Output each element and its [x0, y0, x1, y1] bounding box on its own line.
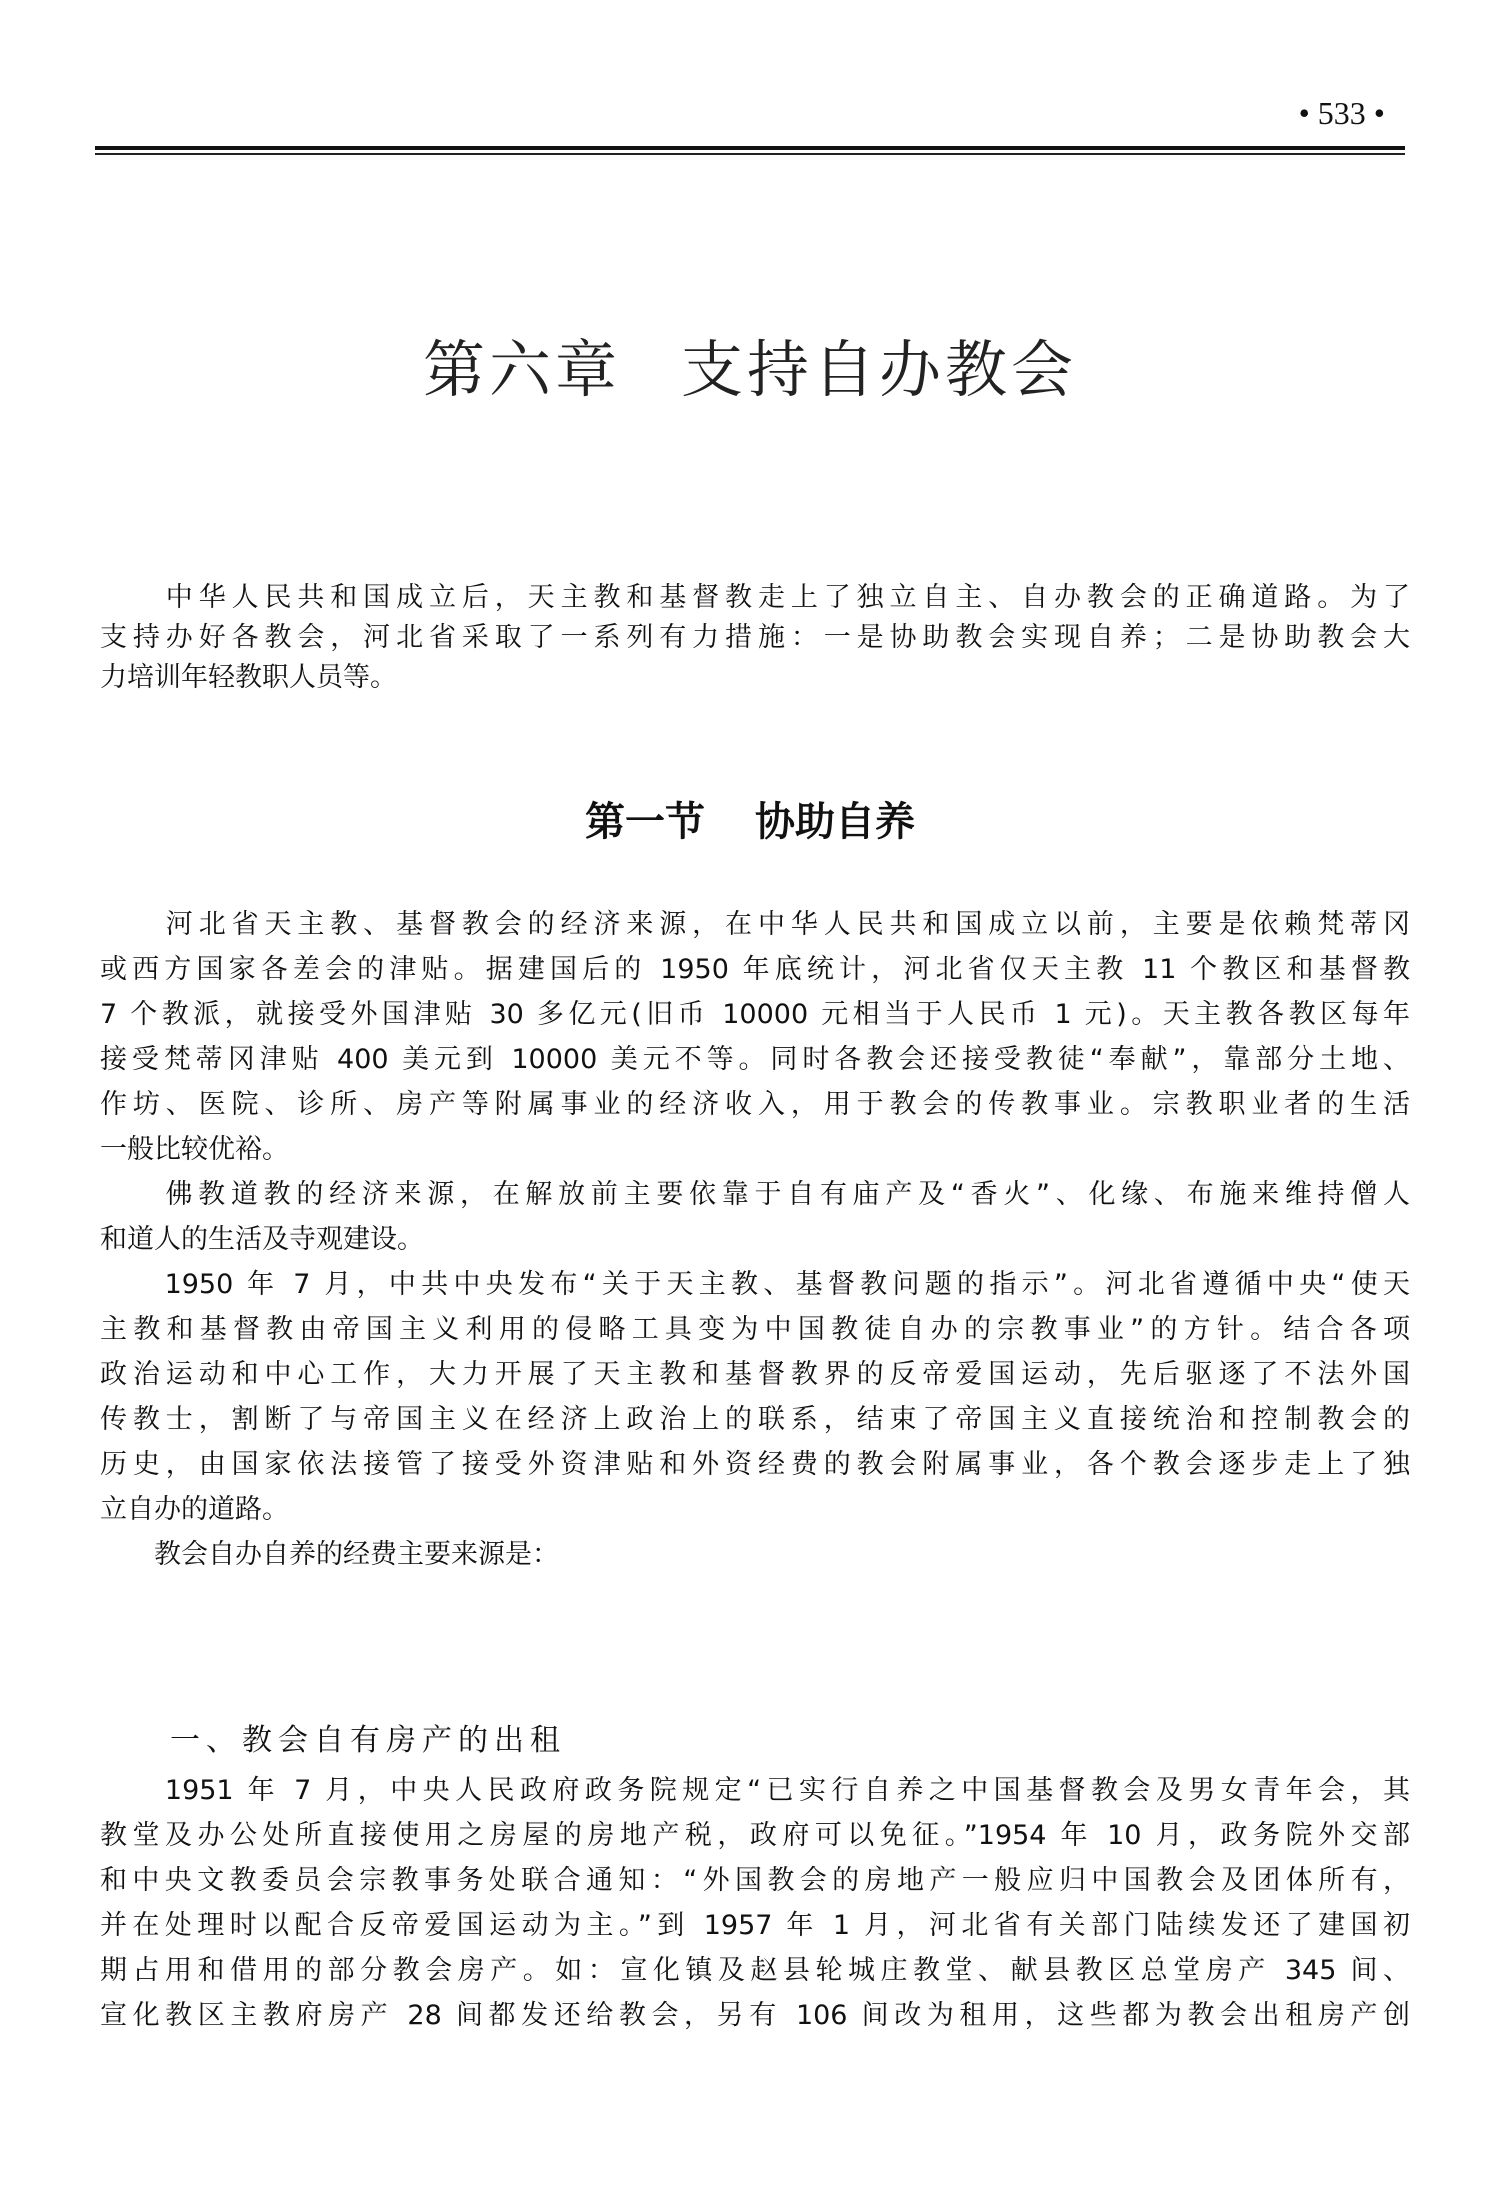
chapter-name: 支持自办教会: [681, 333, 1078, 406]
header-rule-thick: [95, 146, 1405, 150]
text-line: 教会自办自养的经费主要来源是：: [100, 1539, 559, 1570]
text-line: 传教士，割断了与帝国主义在经济上政治上的联系，结束了帝国主义直接统治和控制教会的: [100, 1404, 1410, 1435]
section-heading: [0, 790, 1500, 847]
text-line: 和中央文教委员会宗教事务处联合通知：“外国教会的房地产一般应归中国教会及团体所有，: [100, 1865, 1410, 1896]
text-line: 政治运动和中心工作，大力开展了天主教和基督教界的反帝爱国运动，先后驱逐了不法外国: [100, 1359, 1410, 1390]
section-number: 第一节: [585, 799, 705, 845]
text-line: 1950 年 7 月，中共中央发布“关于天主教、基督教问题的指示”。河北省遵循中央“使天: [100, 1269, 1410, 1300]
chapter-title: [0, 320, 1500, 409]
text-line: 作坊、医院、诊所、房产等附属事业的经济收入，用于教会的传教事业。宗教职业者的生活: [100, 1089, 1410, 1120]
text-line: 历史，由国家依法接管了接受外资津贴和外资经费的教会附属事业，各个教会逐步走上了独: [100, 1449, 1410, 1480]
header-rule-thin: [95, 153, 1405, 155]
text-line: 支持办好各教会，河北省采取了一系列有力措施：一是协助教会实现自养；二是协助教会大: [100, 622, 1410, 653]
text-line: 立自办的道路。: [100, 1494, 289, 1525]
text-line: 和道人的生活及寺观建设。: [100, 1224, 424, 1255]
text-line: 7 个教派，就接受外国津贴 30 多亿元(旧币 10000 元相当于人民币 1 元)。天主教各教区每年: [100, 999, 1410, 1030]
page-number: • 533 •: [1298, 95, 1385, 131]
text-line: 佛教道教的经济来源，在解放前主要依靠于自有庙产及“香火”、化缘、布施来维持僧人: [100, 1179, 1410, 1210]
text-line: 或西方国家各差会的津贴。据建国后的 1950 年底统计，河北省仅天主教 11 个教区和基督教: [100, 954, 1410, 985]
text-line: 力培训年轻教职人员等。: [100, 662, 397, 693]
text-line: 期占用和借用的部分教会房产。如：宣化镇及赵县轮城庄教堂、献县教区总堂房产 345 间、: [100, 1955, 1410, 1986]
intro-paragraph: [100, 578, 1410, 698]
text-line: 接受梵蒂冈津贴 400 美元到 10000 美元不等。同时各教会还接受教徒“奉献”，靠部分土地、: [100, 1044, 1410, 1075]
text-line: 中华人民共和国成立后，天主教和基督教走上了独立自主、自办教会的正确道路。为了: [100, 582, 1410, 613]
chapter-number: 第六章: [422, 333, 621, 406]
text-line: 主教和基督教由帝国主义利用的侵略工具变为中国教徒自办的宗教事业”的方针。结合各项: [100, 1314, 1410, 1345]
text-line: 并在处理时以配合反帝爱国运动为主。”到 1957 年 1 月，河北省有关部门陆续发还了建国初: [100, 1910, 1410, 1941]
subsection-heading: 一、教会自有房产的出租: [170, 1723, 566, 1758]
text-line: 河北省天主教、基督教会的经济来源，在中华人民共和国成立以前，主要是依赖梵蒂冈: [100, 909, 1410, 940]
text-line: 宣化教区主教府房产 28 间都发还给教会，另有 106 间改为租用，这些都为教会出租房产创: [100, 2000, 1410, 2031]
body-text-1: [100, 902, 1410, 1577]
section-name: 协助自养: [755, 799, 915, 845]
text-line: 一般比较优裕。: [100, 1134, 289, 1165]
text-line: 1951 年 7 月，中央人民政府政务院规定“已实行自养之中国基督教会及男女青年会，其: [100, 1775, 1410, 1806]
body-text-2: [100, 1768, 1410, 2038]
text-line: 教堂及办公处所直接使用之房屋的房地产税，政府可以免征。”1954 年 10 月，政务院外交部: [100, 1820, 1410, 1851]
